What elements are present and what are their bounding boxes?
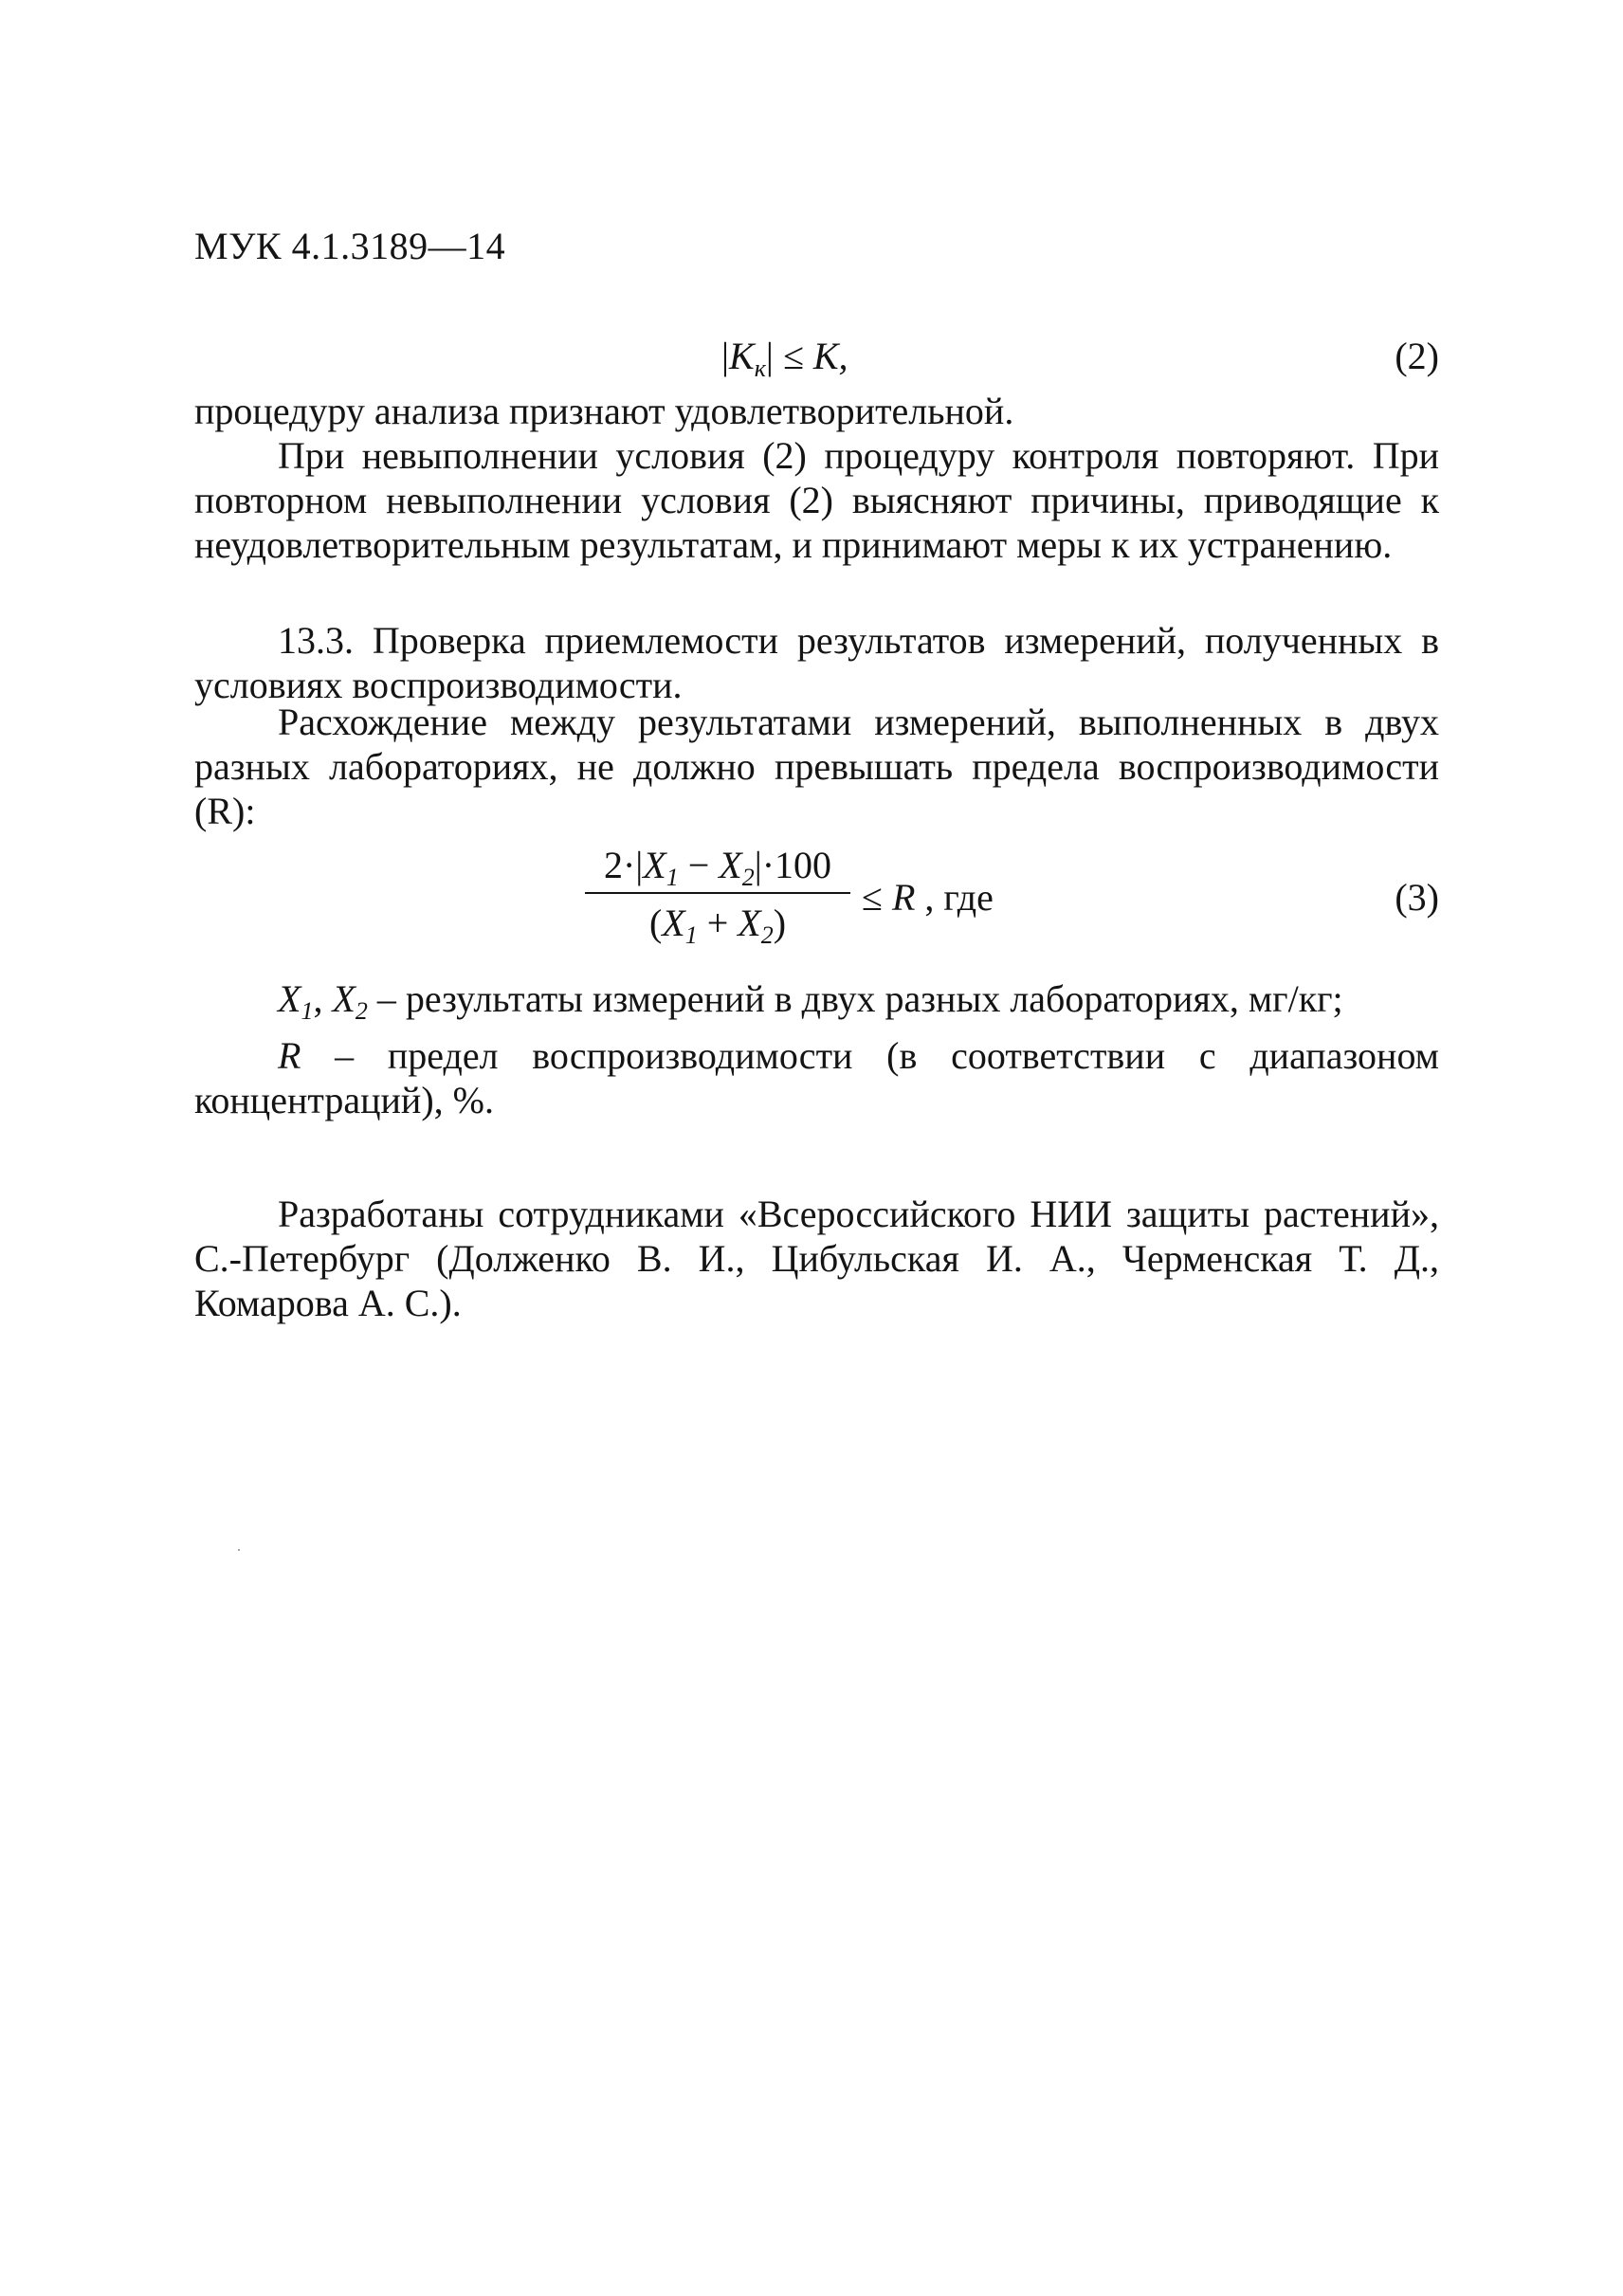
equation-2-formula xyxy=(721,334,848,383)
equation-3-fraction xyxy=(585,839,850,953)
text-block-2 xyxy=(194,618,1439,707)
paragraph-2: При невыполнении условия (2) процедуру контроля повторяют. При повторном невыполнении условия (2) выясняют причины, приводящие к неудовлетворительным результатам, и принимают меры к их устранению. xyxy=(194,434,1439,566)
equation-2-rhs: ≤ K, xyxy=(773,335,848,377)
equation-2 xyxy=(194,330,1439,387)
text-block-1 xyxy=(194,389,1439,567)
equation-2-var: K xyxy=(729,335,755,377)
scan-speck xyxy=(238,1549,240,1551)
text-block-3 xyxy=(194,700,1439,833)
document-code-header: МУК 4.1.3189—14 xyxy=(194,225,506,267)
equation-3 xyxy=(194,839,1439,967)
paragraph-3: 13.3. Проверка приемлемости результатов измерений, полученных в условиях воспроизводимости. xyxy=(194,619,1439,706)
equation-3-number: (3) xyxy=(1395,876,1439,919)
equation-2-number: (2) xyxy=(1395,335,1439,377)
variable-legend xyxy=(194,976,1439,1122)
legend-r: R – предел воспроизводимости (в соответствии с диапазоном концентраций), %. xyxy=(194,1034,1439,1121)
paragraph-4: Расхождение между результатами измерений, выполненных в двух разных лабораториях, не должно превышать предела воспроизводимости (R): xyxy=(194,701,1439,832)
credits-block xyxy=(194,1192,1439,1325)
abs-bar-open: | xyxy=(721,335,730,377)
fraction-numerator: $2\cdot|X_1 - X_2|\cdot 100$ xyxy=(585,839,850,894)
abs-bar-close: | xyxy=(765,335,774,377)
fraction-denominator: $(X_1 + X_2)$ xyxy=(648,902,787,949)
credits-paragraph: Разработаны сотрудниками «Всероссийского НИИ защиты растений», С.-Петербург (Долженко В. И., Цибульская И. А., Черменская Т. Д., Комарова А. С.). xyxy=(194,1193,1439,1324)
equation-2-sub: к xyxy=(754,355,766,382)
legend-x: $X_1$, $X_2$ – результаты измерений в двух разных лабораториях, мг/кг; xyxy=(278,977,1343,1025)
paragraph-1: процедуру анализа признают удовлетворительной. xyxy=(194,390,1014,432)
equation-3-inequality: ≤ R , где xyxy=(862,876,994,919)
